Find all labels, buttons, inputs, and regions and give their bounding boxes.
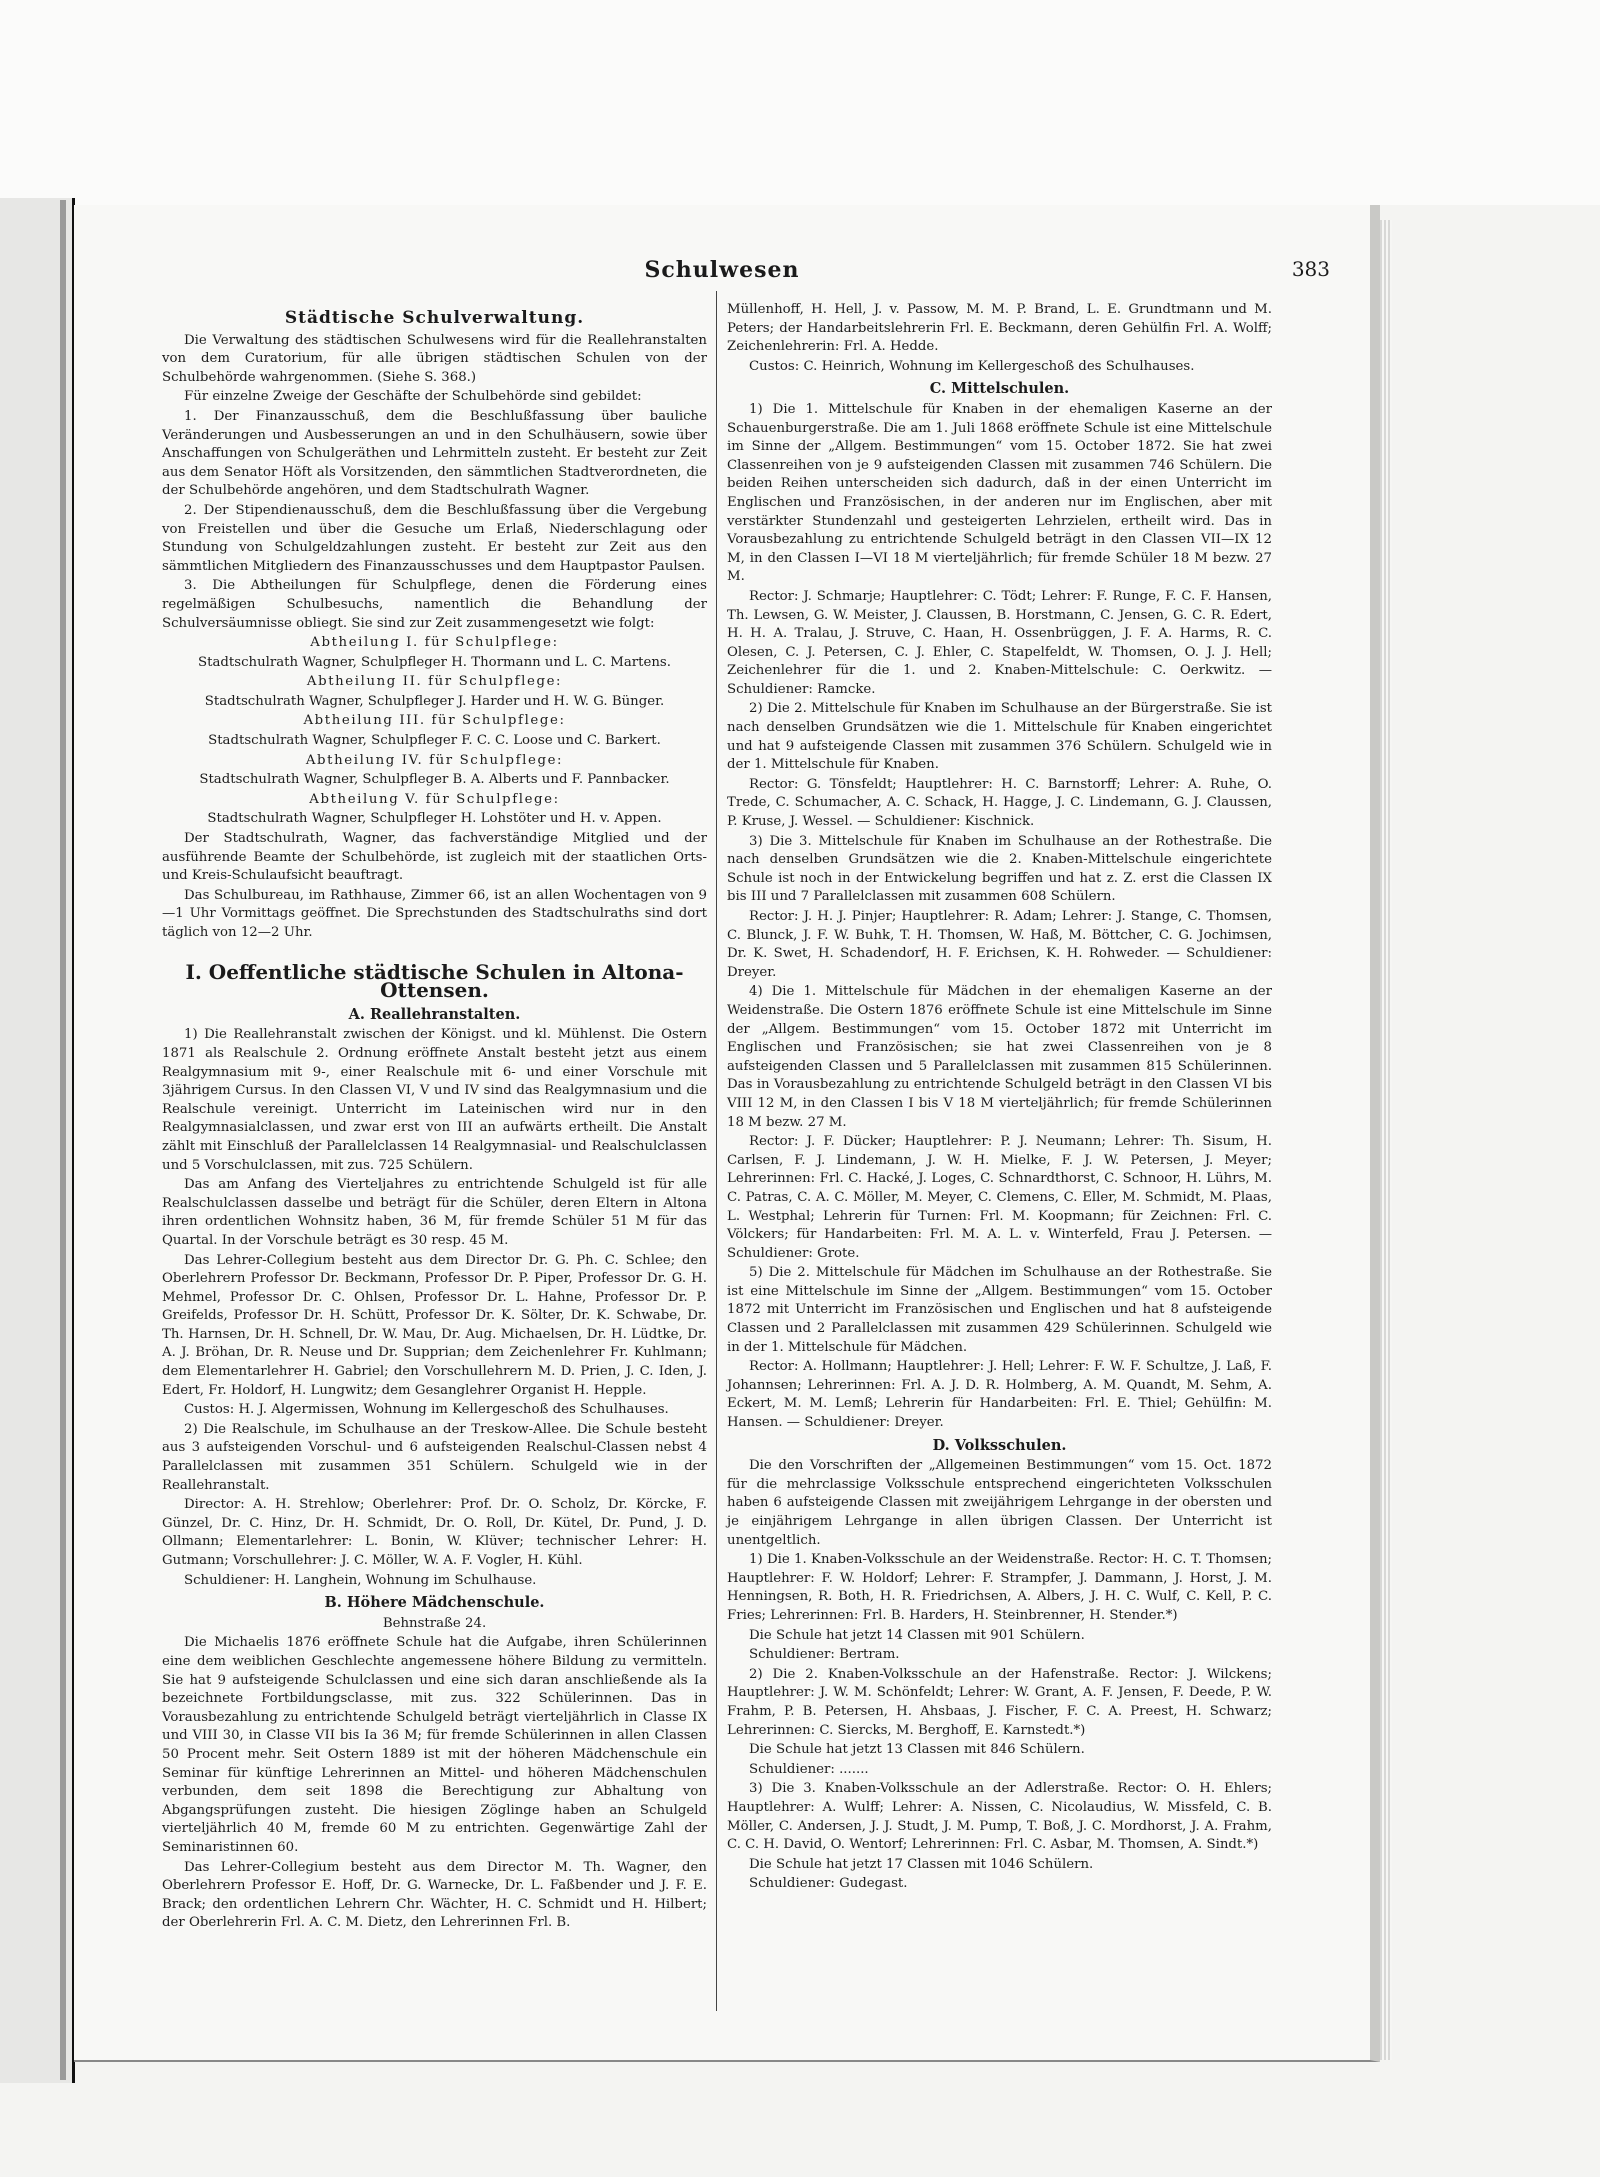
subheading: Abtheilung V. für Schulpflege:	[309, 791, 560, 807]
paragraph: Stadtschulrath Wagner, Schulpfleger H. Thormann und L. C. Martens.	[198, 654, 671, 670]
background-top	[0, 0, 1600, 205]
paragraph: Die den Vorschriften der „Allgemeinen Bestimmungen“ vom 15. Oct. 1872 für die mehrclassige Volksschule entsprechend eingerichteten Volksschulen haben 6 aufsteigende Classen mit zweijährigem Lehrgange in der obersten und je einjährigem Lehrgange in allen übrigen Classen. Der Unterricht ist unentgeltlich.	[727, 1458, 1272, 1548]
paragraph: Rector: J. F. Dücker; Hauptlehrer: P. J. Neumann; Lehrer: Th. Sisum, H. Carlsen, F. J. Lindemann, J. W. H. Mielke, F. J. W. Petersen, J. Meyer; Lehrerinnen: Frl. C. Hacké, J. Loges, C. Schnardthorst, C. Schnoor, H. Lührs, M. C. Patras, C. A. C. Möller, M. Meyer, C. Clemens, C. Eller, M. Schmidt, M. Plaas, L. Westphal; Lehrerin für Turnen: Frl. M. Koopmann; für Zeichnen: Frl. C. Völckers; für Handarbeiten: Frl. M. A. L. v. Winterfeld, Frau J. Petersen. — Schuldiener: Grote.	[727, 1134, 1272, 1261]
paragraph: Rector: G. Tönsfeldt; Hauptlehrer: H. C. Barnstorff; Lehrer: A. Ruhe, O. Trede, C. Schumacher, A. C. Schack, H. Hagge, J. C. Lindemann, G. J. Claussen, P. Kruse, J. Wessel. — Schuldiener: Kischnick.	[727, 776, 1272, 830]
main-heading: I. Oeffentliche städtische Schulen in Altona-Ottensen.	[185, 959, 684, 1003]
paragraph: Das Lehrer-Collegium besteht aus dem Director Dr. G. Ph. C. Schlee; den Oberlehrern Professor Dr. Beckmann, Professor Dr. P. Piper, Professor Dr. G. H. Mehmel, Professor Dr. C. Ohlsen, Professor Dr. L. Hahne, Professor Dr. P. Greifelds, Professor Dr. H. Schütt, Professor Dr. K. Sölter, Dr. K. Schwabe, Dr. Th. Harnsen, Dr. H. Schnell, Dr. W. Mau, Dr. Aug. Michaelsen, Dr. H. Lüdtke, Dr. A. J. Bröhan, Dr. R. Neuse und Dr. Supprian; dem Zeichenlehrer Fr. Kuhlmann; dem Elementarlehrer H. Gabriel; den Vorschullehrern M. D. Prien, J. C. Iden, J. Edert, Fr. Holdorf, H. Lungwitz; dem Gesanglehrer Organist H. Hepple.	[162, 1252, 707, 1398]
subsection-heading: C. Mittelschulen.	[929, 380, 1070, 398]
paragraph: 2. Der Stipendienausschuß, dem die Beschlußfassung über die Vergebung von Freistellen und über die Gesuche um Erlaß, Niederschlagung oder Stundung von Schulgeldzahlungen zusteht. Er besteht zur Zeit aus den sämmtlichen Mitgliedern des Finanzausschusses und dem Hauptpastor Paulsen.	[162, 502, 707, 574]
paragraph: Custos: C. Heinrich, Wohnung im Kellergeschoß des Schulhauses.	[749, 358, 1195, 374]
subsection-heading: B. Höhere Mädchenschule.	[324, 1594, 545, 1612]
paragraph: Das Schulbureau, im Rathhause, Zimmer 66, ist an allen Wochentagen von 9—1 Uhr Vormittags geöffnet. Die Sprechstunden des Stadtschulraths sind dort täglich von 12—2 Uhr.	[162, 887, 707, 940]
paragraph: 1. Der Finanzausschuß, dem die Beschlußfassung über bauliche Veränderungen und Ausbesserungen an und in den Schulhäusern, sowie über Anschaffungen von Schulgeräthen und Lehrmitteln zusteht. Er besteht zur Zeit aus dem Senator Höft als Vorsitzenden, den sämmtlichen Stadtverordneten, die der Schulbehörde angehören, und dem Stadtschulrath Wagner.	[162, 408, 707, 499]
binding-shadow	[60, 200, 66, 2080]
column-divider	[716, 291, 717, 2011]
paragraph: Für einzelne Zweige der Geschäfte der Schulbehörde sind gebildet:	[184, 389, 642, 405]
paragraph: Die Schule hat jetzt 13 Classen mit 846 Schülern.	[749, 1742, 1085, 1758]
paragraph: Schuldiener: Bertram.	[749, 1647, 900, 1663]
paragraph: Stadtschulrath Wagner, Schulpfleger F. C. C. Loose und C. Barkert.	[208, 733, 661, 749]
paragraph: 3) Die 3. Mittelschule für Knaben im Schulhause an der Rothestraße. Die nach denselben Grundsätzen wie die 2. Knaben-Mittelschule eingerichtete Schule ist noch in der Entwickelung begriffen und hat z. Z. erst die Classen IX bis III und 7 Parallelclassen mit zusammen 608 Schülern.	[727, 833, 1272, 905]
paragraph: Director: A. H. Strehlow; Oberlehrer: Prof. Dr. O. Scholz, Dr. Körcke, F. Günzel, Dr. C. Hinz, Dr. H. Schmidt, Dr. O. Roll, Dr. Kütel, Dr. Pund, J. D. Ollmann; Elementarlehrer: L. Bonin, W. Klüver; technischer Lehrer: H. Gutmann; Vorschullehrer: J. C. Möller, W. A. F. Vogler, H. Kühl.	[162, 1497, 707, 1568]
paragraph: Schuldiener: H. Langhein, Wohnung im Schulhause.	[184, 1572, 537, 1588]
paragraph: 1) Die Reallehranstalt zwischen der Königst. und kl. Mühlenst. Die Ostern 1871 als Realschule 2. Ordnung eröffnete Anstalt besteht jetzt aus einem Realgymnasium mit 9-, einer Realschule mit 6- und einer Vorschule mit 3jährigem Cursus. In den Classen VI, V und IV sind das Realgymnasium und die Realschule vereinigt. Unterricht im Lateinischen wird nur in den Realgymnasialclassen, und zwar erst von III an aufwärts ertheilt. Die Anstalt zählt mit Einschluß der Parallelclassen 14 Realgymnasial- und Realschulclassen und 5 Vorschulclassen, mit zus. 725 Schülern.	[162, 1027, 707, 1173]
subheading: Abtheilung II. für Schulpflege:	[306, 674, 563, 690]
paragraph: Custos: H. J. Algermissen, Wohnung im Kellergeschoß des Schulhauses.	[184, 1402, 669, 1418]
paragraph: Das am Anfang des Vierteljahres zu entrichtende Schulgeld ist für alle Realschulclassen dasselbe und beträgt für die Schüler, deren Eltern in Altona ihren ordentlichen Wohnsitz haben, 36 M, für fremde Schüler 51 M für das Quartal. In der Vorschule beträgt es 30 resp. 45 M.	[162, 1177, 707, 1248]
paragraph: 3) Die 3. Knaben-Volksschule an der Adlerstraße. Rector: O. H. Ehlers; Hauptlehrer: A. Wulff; Lehrer: A. Nissen, C. Nicolaudius, W. Missfeld, C. B. Möller, C. Andersen, J. J. Studt, J. M. Pump, T. Boß, J. C. Mordhorst, J. A. Frahm, C. C. H. David, O. Wentorf; Lehrerinnen: Frl. C. Asbar, M. Thomsen, A. Sindt.*)	[727, 1781, 1272, 1853]
paragraph: Die Schule hat jetzt 14 Classen mit 901 Schülern.	[749, 1627, 1085, 1643]
paragraph: Schuldiener: .......	[749, 1761, 869, 1777]
paragraph: Schuldiener: Gudegast.	[749, 1876, 908, 1892]
paragraph: 2) Die Realschule, im Schulhause an der Treskow-Allee. Die Schule besteht aus 3 aufsteigenden Vorschul- und 6 aufsteigenden Realschul-Classen nebst 4 Parallelclassen mit zusammen 351 Schülern. Schulgeld wie in der Reallehranstalt.	[162, 1421, 707, 1493]
paragraph: 3. Die Abtheilungen für Schulpflege, denen die Förderung eines regelmäßigen Schulbesuchs, namentlich die Behandlung der Schulversäumnisse obliegt. Sie sind zur Zeit zusammengesetzt wie folgt:	[162, 578, 707, 631]
paragraph: 1) Die 1. Mittelschule für Knaben in der ehemaligen Kaserne an der Schauenburgerstraße. Die am 1. Juli 1868 eröffnete Schule ist eine Mittelschule im Sinne der „Allgem. Bestimmungen“ vom 15. October 1872. Sie hat zwei Classenreihen von je 9 aufsteigenden Classen mit zusammen 746 Schülern. Die beiden Reihen unterscheiden sich dadurch, daß in der einen Unterricht im Englischen und Französischen, in der anderen nur im Englischen, aber mit verstärkter Stundenzahl und gesteigerten Lehrzielen, ertheilt wird. Das in Vorausbezahlung zu entrichtende Schulgeld beträgt in den Classen VII—IX 12 M, in den Classen I—VI 18 M vierteljährlich; für fremde Schüler 18 M bezw. 27 M.	[727, 401, 1272, 585]
paragraph: Stadtschulrath Wagner, Schulpfleger B. A. Alberts und F. Pannbacker.	[199, 772, 670, 788]
paragraph: Rector: J. Schmarje; Hauptlehrer: C. Tödt; Lehrer: F. Runge, F. C. F. Hansen, Th. Lewsen, G. W. Meister, J. Claussen, B. Horstmann, C. Jensen, G. C. R. Edert, H. H. A. Tralau, J. Struve, C. Haan, H. Ossenbrüggen, J. F. A. Harms, R. C. Olesen, C. J. Petersen, C. J. Ehler, C. Stapelfeldt, W. Thomsen, O. J. J. Hell; Zeichenlehrer für die 1. und 2. Knaben-Mittelschule: C. Oerkwitz. — Schuldiener: Ramcke.	[727, 588, 1272, 697]
paragraph: Stadtschulrath Wagner, Schulpfleger J. Harder und H. W. G. Bünger.	[204, 693, 665, 709]
paragraph: Müllenhoff, H. Hell, J. v. Passow, M. M. P. Brand, L. E. Grundtmann und M. Peters; der Handarbeitslehrerin Frl. E. Beckmann, deren Gehülfin Frl. A. Wolff; Zeichenlehrerin: Frl. A. Hedde.	[727, 302, 1272, 355]
running-title: Schulwesen	[644, 257, 800, 283]
subsection-heading: A. Reallehranstalten.	[348, 1005, 521, 1023]
paragraph: 2) Die 2. Mittelschule für Knaben im Schulhause an der Bürgerstraße. Sie ist nach denselben Grundsätzen wie die 1. Mittelschule für Knaben eingerichtet und hat 9 aufsteigende Classen mit zusammen 376 Schülern. Schulgeld wie in der 1. Mittelschule für Knaben.	[727, 701, 1272, 773]
paragraph: Die Michaelis 1876 eröffnete Schule hat die Aufgabe, ihren Schülerinnen eine dem weiblichen Geschlechte angemessene höhere Bildung zu vermitteln. Sie hat 9 aufsteigende Schulclassen und eine sich daran anschließende als Ia bezeichnete Fortbildungsclasse, mit zus. 322 Schülerinnen. Das in Vorausbezahlung zu entrichtende Schulgeld beträgt vierteljährlich in Classe IX und VIII 30, in Classe VII bis Ia 36 M; für fremde Schülerinnen in allen Classen 50 Procent mehr. Seit Ostern 1889 ist mit der höheren Mädchenschule ein Seminar für künftige Lehrerinnen an Mittel- und höheren Mädchenschulen verbunden, dem seit 1898 die Berechtigung zur Abhaltung von Abgangsprüfungen zusteht. Die hiesigen Zöglinge haben an Schulgeld vierteljährlich 40 M, fremde 60 M zu entrichten. Gegenwärtige Zahl der Seminaristinnen 60.	[162, 1635, 707, 1855]
section-heading: Städtische Schulverwaltung.	[284, 308, 585, 328]
paragraph: Stadtschulrath Wagner, Schulpfleger H. Lohstöter und H. v. Appen.	[207, 811, 662, 827]
left-column	[162, 301, 707, 1934]
paragraph: Das Lehrer-Collegium besteht aus dem Director M. Th. Wagner, den Oberlehrern Professor E. Hoff, Dr. G. Warnecke, Dr. L. Faßbender und J. F. E. Brack; den ordentlichen Lehrern Chr. Wächter, H. C. Schmidt und H. Hilbert; der Oberlehrerin Frl. A. C. M. Dietz, den Lehrerinnen Frl. B.	[162, 1859, 707, 1931]
right-column	[727, 301, 1272, 1895]
paragraph: Die Schule hat jetzt 17 Classen mit 1046 Schülern.	[749, 1856, 1094, 1872]
paragraph: 1) Die 1. Knaben-Volksschule an der Weidenstraße. Rector: H. C. T. Thomsen; Hauptlehrer: F. W. Holdorf; Lehrer: F. Strampfer, J. Dammann, J. Horst, J. M. Henningsen, R. Both, H. R. Friedrichsen, A. Albers, J. H. C. Wulf, C. Kell, P. C. Fries; Lehrerinnen: Frl. B. Harders, H. Steinbrenner, H. Stender.*)	[727, 1552, 1272, 1623]
book-page	[74, 205, 1380, 2062]
paragraph: 5) Die 2. Mittelschule für Mädchen im Schulhause an der Rothestraße. Sie ist eine Mittelschule im Sinne der „Allgem. Bestimmungen“ vom 15. October 1872 mit Unterricht im Französischen und Englischen und hat 8 aufsteigende Classen und 2 Parallelclassen mit zusammen 429 Schülerinnen. Schulgeld wie in der 1. Mittelschule für Mädchen.	[727, 1265, 1272, 1355]
paragraph: Die Verwaltung des städtischen Schulwesens wird für die Reallehranstalten von dem Curatorium, für alle übrigen städtischen Schulen von der Schulbehörde wahrgenommen. (Siehe S. 368.)	[162, 332, 707, 385]
paragraph: 4) Die 1. Mittelschule für Mädchen in der ehemaligen Kaserne an der Weidenstraße. Die Ostern 1876 eröffnete Schule ist eine Mittelschule im Sinne der „Allgem. Bestimmungen“ vom 15. October 1872 mit Unterricht im Englischen und Französischen; sie hat zwei Classenreihen von je 8 aufsteigenden Classen und 5 Parallelclassen mit zusammen 815 Schülerinnen. Das in Vorausbezahlung zu entrichtende Schulgeld beträgt in den Classen VI bis VIII 12 M, in den Classen I bis V 18 M vierteljährlich; für fremde Schülerinnen 18 M bezw. 27 M.	[727, 984, 1272, 1130]
subsection-heading: D. Volksschulen.	[932, 1436, 1067, 1454]
paragraph: 2) Die 2. Knaben-Volksschule an der Hafenstraße. Rector: J. Wilckens; Hauptlehrer: J. W. M. Schönfeldt; Lehrer: W. Grant, A. F. Jensen, F. Deede, P. W. Frahm, P. B. Petersen, H. Ahsbaas, J. Fischer, F. C. A. Preest, H. Schwarz; Lehrerinnen: C. Siercks, M. Berghoff, E. Karnstedt.*)	[727, 1666, 1272, 1738]
subheading: Abtheilung I. für Schulpflege:	[310, 635, 559, 651]
subheading: Abtheilung III. für Schulpflege:	[303, 713, 566, 729]
paragraph: Rector: J. H. J. Pinjer; Hauptlehrer: R. Adam; Lehrer: J. Stange, C. Thomsen, C. Blunck, J. F. W. Buhk, T. H. Thomsen, W. Haß, M. Böttcher, C. G. Jochimsen, Dr. K. Swet, H. Schadendorf, H. F. Erichsen, K. H. Rohweder. — Schuldiener: Dreyer.	[727, 909, 1272, 980]
paragraph: Der Stadtschulrath, Wagner, das fachverständige Mitglied und der ausführende Beamte der Schulbehörde, ist zugleich mit der staatlichen Orts- und Kreis-Schulaufsicht beauftragt.	[162, 831, 707, 884]
subheading: Abtheilung IV. für Schulpflege:	[305, 752, 564, 768]
page-number: 383	[1291, 257, 1330, 281]
address-line: Behnstraße 24.	[382, 1615, 487, 1631]
paragraph: Rector: A. Hollmann; Hauptlehrer: J. Hell; Lehrer: F. W. F. Schultze, J. Laß, F. Johannsen; Lehrerinnen: Frl. A. J. D. R. Holmberg, A. M. Quandt, M. Sehm, A. Eckert, M. M. Lemß; Lehrerin für Handarbeiten: Frl. E. Thiel; Gehülfin: M. Hansen. — Schuldiener: Dreyer.	[727, 1359, 1272, 1431]
